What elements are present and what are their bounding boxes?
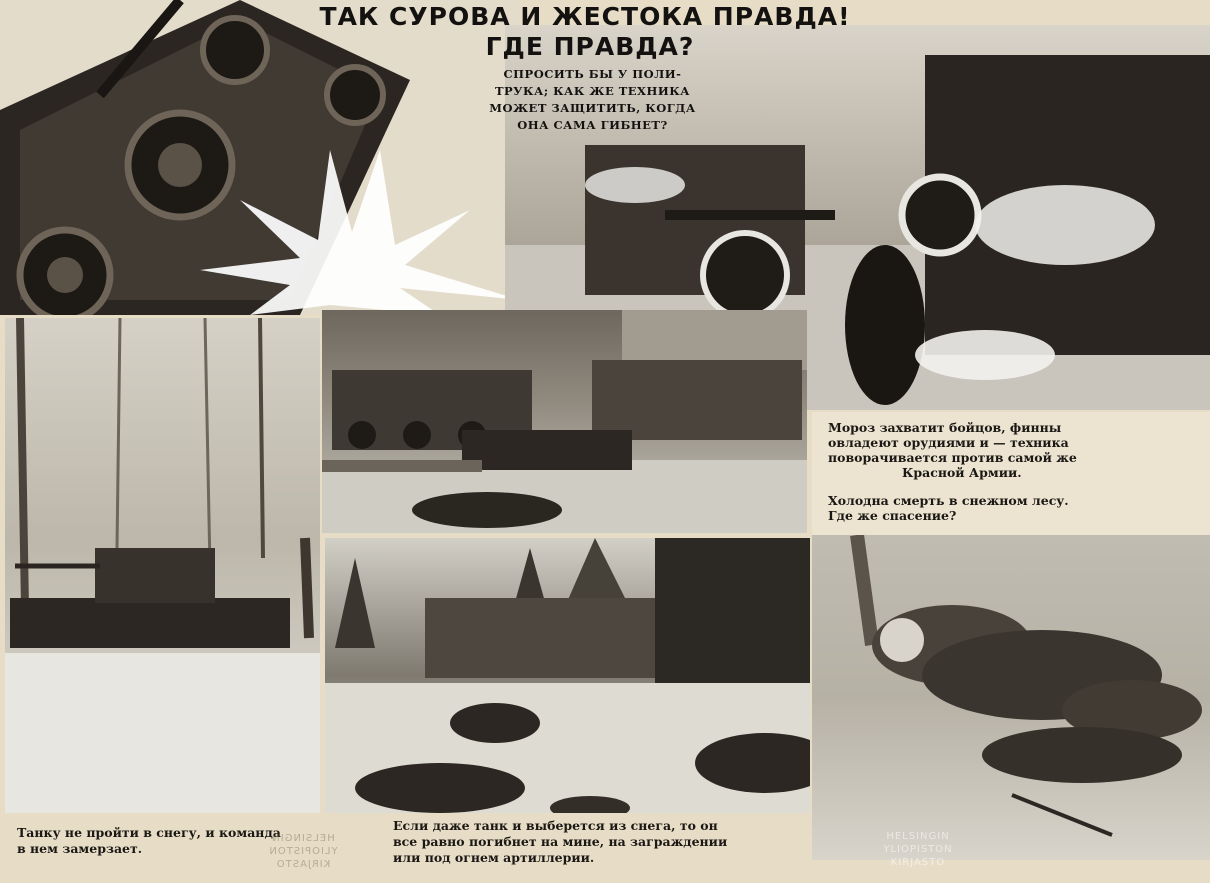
headline-line-1: ТАК СУРОВА И ЖЕСТОКА ПРАВДА! [319, 2, 851, 31]
stamp-line: YLIOPISTON [883, 844, 953, 855]
library-stamp-mirrored [258, 832, 348, 871]
question-line: МОЖЕТ ЗАЩИТИТЬ, КОГДА [489, 101, 696, 115]
forest-road-column-photo [325, 538, 810, 813]
caption-frost-line: Мороз захватит бойцов, финны [828, 420, 1062, 435]
stamp-line: HELSINGIN [271, 833, 335, 844]
caption-tank-mines-line: или под огнем артиллерии. [393, 850, 595, 865]
stamp-line: YLIOPISTON [268, 846, 338, 857]
caption-cold-death-line: Холодна смерть в снежном лесу. [828, 493, 1069, 508]
headline-line-2: ГДЕ ПРАВДА? [485, 32, 695, 61]
caption-frost-line: поворачивается против самой же [828, 450, 1077, 465]
stamp-line: HELSINGIN [886, 831, 950, 842]
caption-tank-snow-line: Танку не пройти в снегу, и команда [17, 825, 281, 840]
question-line: ОНА САМА ГИБНЕТ? [517, 118, 668, 132]
question-line: СПРОСИТЬ БЫ У ПОЛИ- [503, 67, 682, 81]
caption-frost-line: Красной Армии. [902, 465, 1022, 480]
politruk-question [455, 66, 730, 134]
caption-frost [812, 412, 1210, 535]
caption-cold-death-line: Где же спасение? [828, 508, 957, 523]
question-line: ТРУКА; КАК ЖЕ ТЕХНИКА [494, 84, 691, 98]
caption-tank-snow-line: в нем замерзает. [17, 841, 143, 856]
stamp-line: KIRJASTO [890, 857, 946, 868]
library-stamp [873, 830, 963, 869]
abandoned-tanks-photo [322, 310, 807, 533]
caption-tank-mines-line: все равно погибнет на мине, на заграждении [393, 834, 728, 849]
stamp-line: KIRJASTO [275, 859, 331, 870]
caption-tank-mines-line: Если даже танк и выберется из снега, то он [393, 818, 718, 833]
tank-in-forest-photo [5, 318, 320, 813]
frozen-soldiers-photo [812, 535, 1210, 860]
caption-frost-line: овладеют орудиями и — техника [828, 435, 1069, 450]
